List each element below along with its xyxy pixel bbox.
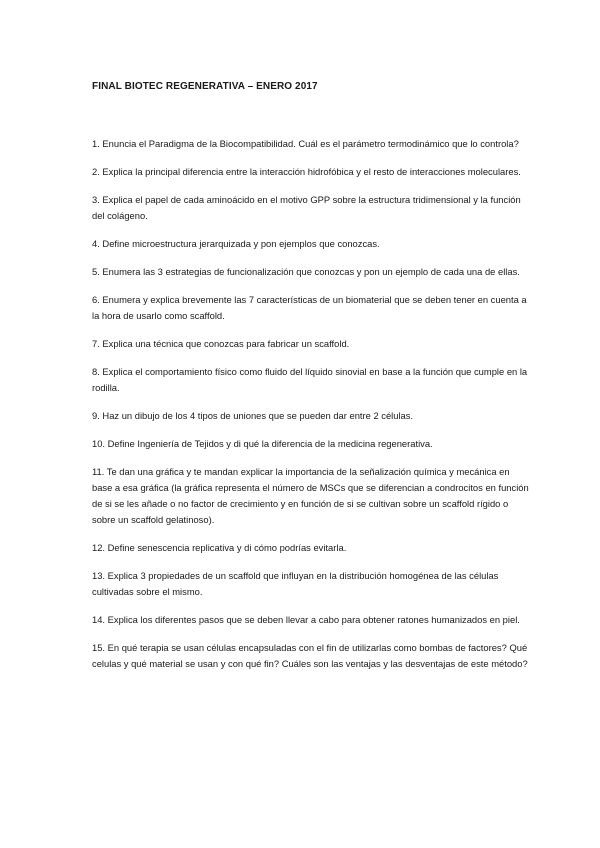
question-item: 6. Enumera y explica brevemente las 7 características de un biomaterial que se deben tener en cuenta a la hora de usarlo como scaffold. <box>92 294 527 321</box>
question-item: 3. Explica el papel de cada aminoácido en el motivo GPP sobre la estructura tridimensional y la función del colágeno. <box>92 194 521 221</box>
document-title: FINAL BIOTEC REGENERATIVA – ENERO 2017 <box>92 81 318 92</box>
question-item: 5. Enumera las 3 estrategias de funcionalización que conozcas y pon un ejemplo de cada una de ellas. <box>92 266 520 277</box>
question-item: 11. Te dan una gráfica y te mandan explicar la importancia de la señalización química y mecánica en base a esa gráfica (la gráfica representa el número de MSCs que se diferencian a condrocitos en función de si se les añade o no factor de crecimiento y en función de si se cultivan sobre un scaffold rígido o sobre un scaffold gelatinoso). <box>92 466 529 525</box>
question-item: 8. Explica el comportamiento físico como fluido del líquido sinovial en base a la función que cumple en la rodilla. <box>92 366 528 393</box>
question-item: 7. Explica una técnica que conozcas para fabricar un scaffold. <box>92 338 350 349</box>
question-item: 13. Explica 3 propiedades de un scaffold que influyan en la distribución homogénea de las células cultivadas sobre el mismo. <box>92 570 499 597</box>
question-item: 15. En qué terapia se usan células encapsuladas con el fin de utilizarlas como bombas de factores? Qué celulas y qué material se usan y con qué fin? Cuáles son las ventajas y las desventajas de este método? <box>92 642 528 669</box>
question-list <box>92 136 532 684</box>
question-item: 10. Define Ingeniería de Tejidos y di qué la diferencia de la medicina regenerativa. <box>92 438 433 449</box>
question-item: 4. Define microestructura jerarquizada y pon ejemplos que conozcas. <box>92 238 380 249</box>
question-item: 12. Define senescencia replicativa y di cómo podrías evitarla. <box>92 542 347 553</box>
question-item: 14. Explica los diferentes pasos que se deben llevar a cabo para obtener ratones humanizados en piel. <box>92 614 520 625</box>
question-item: 2. Explica la principal diferencia entre la interacción hidrofóbica y el resto de interacciones moleculares. <box>92 166 521 177</box>
question-item: 9. Haz un dibujo de los 4 tipos de uniones que se pueden dar entre 2 células. <box>92 410 414 421</box>
question-item: 1. Enuncia el Paradigma de la Biocompatibilidad. Cuál es el parámetro termodinámico que lo controla? <box>92 138 519 149</box>
